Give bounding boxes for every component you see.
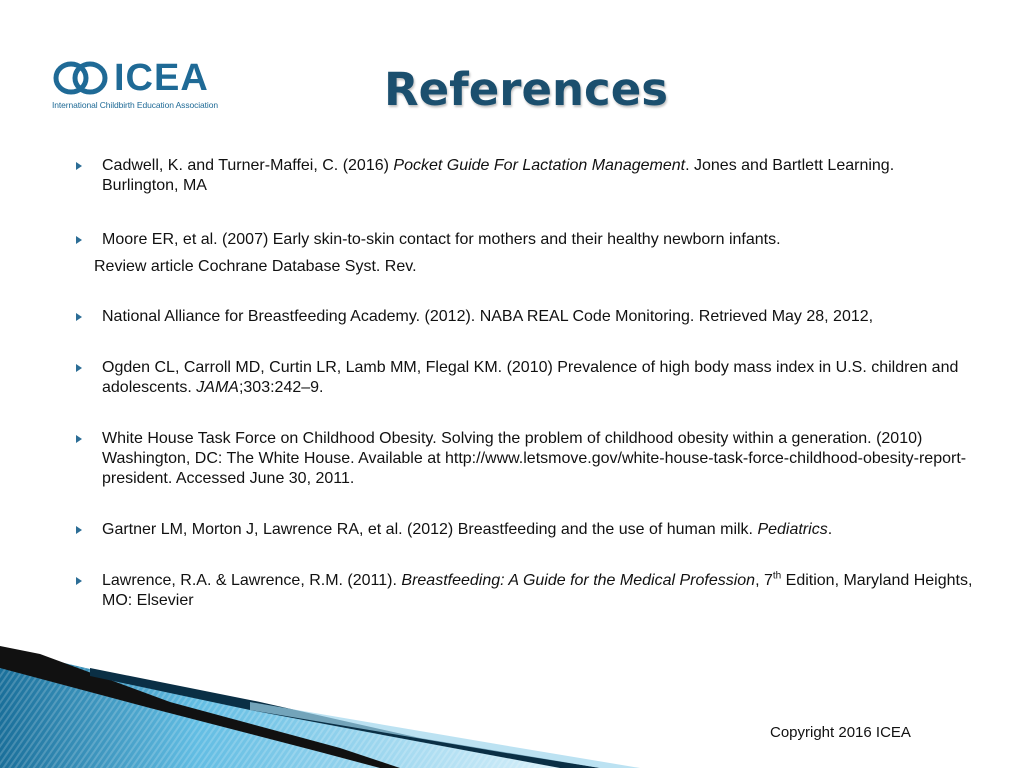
reference-text: Edition, Maryland Heights, MO: Elsevier <box>102 572 973 609</box>
reference-title: Pediatrics <box>757 521 828 538</box>
reference-text: , 7 <box>755 572 773 589</box>
bullet-arrow-icon <box>74 309 84 325</box>
reference-item <box>74 429 974 489</box>
reference-text: Ogden CL, Carroll MD, Curtin LR, Lamb MM, Flegal KM. (2010) Prevalence of high body mass index in U.S. children and adolescents. <box>102 359 959 396</box>
reference-item <box>74 358 974 398</box>
reference-title: JAMA <box>196 379 239 396</box>
reference-text: ;303:242–9. <box>238 379 324 396</box>
page-title: References <box>384 63 668 116</box>
reference-text: Moore ER, et al. (2007) Early skin-to-skin contact for mothers and their healthy newborn infants. <box>102 231 781 248</box>
reference-item <box>74 230 974 277</box>
bullet-arrow-icon <box>74 360 84 376</box>
copyright-text: Copyright 2016 ICEA <box>770 724 911 741</box>
reference-item <box>74 520 974 540</box>
reference-title: Pocket Guide For Lactation Management <box>393 157 686 174</box>
bullet-arrow-icon <box>74 431 84 447</box>
ordinal-suffix: th <box>772 570 782 582</box>
logo-subtitle: International Childbirth Education Association <box>52 100 218 110</box>
reference-item <box>74 307 974 327</box>
reference-text: White House Task Force on Childhood Obesity. Solving the problem of childhood obesity within a generation. (2010) Washington, DC: The White House. Available at http://www.letsmove.gov/white-house-task-force-childhood-obesity-report-president. Accessed June 30, 2011. <box>102 430 967 487</box>
reference-text: National Alliance for Breastfeeding Academy. (2012). NABA REAL Code Monitoring. Retrieved May 28, 2012, <box>102 308 874 325</box>
reference-text: Gartner LM, Morton J, Lawrence RA, et al. (2012) Breastfeeding and the use of human milk. <box>102 521 758 538</box>
reference-item <box>74 156 974 196</box>
logo-wordmark: ICEA <box>114 57 209 99</box>
bullet-arrow-icon <box>74 573 84 589</box>
reference-item <box>74 571 974 611</box>
reference-continuation: Review article Cochrane Database Syst. Rev. <box>94 258 417 275</box>
reference-text: Cadwell, K. and Turner-Maffei, C. (2016) <box>102 157 394 174</box>
reference-text: . Jones and Bartlett Learning. Burlington, MA <box>102 157 895 194</box>
bullet-arrow-icon <box>74 158 84 174</box>
reference-title: Breastfeeding: A Guide for the Medical Profession <box>401 572 756 589</box>
bullet-arrow-icon <box>74 232 84 248</box>
reference-text: . <box>827 521 833 538</box>
reference-text: Lawrence, R.A. & Lawrence, R.M. (2011). <box>102 572 402 589</box>
bullet-arrow-icon <box>74 522 84 538</box>
footer-decoration <box>0 640 1024 768</box>
